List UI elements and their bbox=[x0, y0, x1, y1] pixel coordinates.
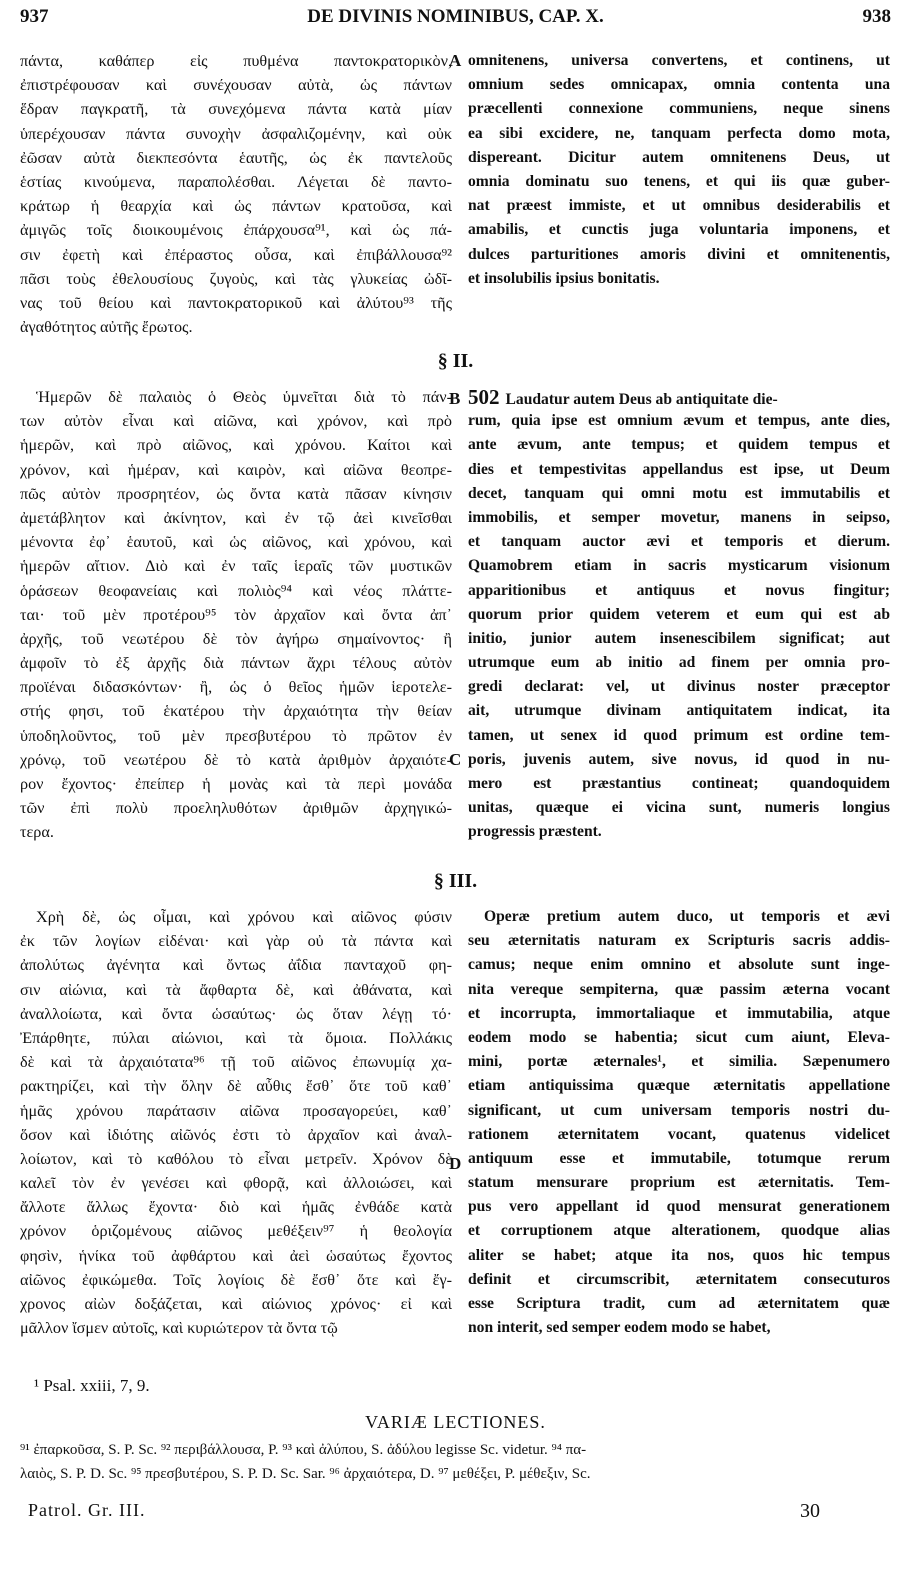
text-line: ea sibi excidere, ne, tanquam perfecta domo mota, bbox=[468, 124, 890, 142]
text-line: dies et tempestivitas appellandus est ipse, ut Deum bbox=[468, 460, 890, 478]
text-line: rationem æternitatem vocant, quatenus videlicet bbox=[468, 1125, 890, 1143]
text-line: τερα. bbox=[20, 823, 54, 842]
text-line: et tanquam auctor ævi et temporis et dierum. bbox=[468, 533, 890, 551]
text-line: Ἐπάρθητε, πύλαι αἰώνιοι, καὶ τὰ ὅμοια. Πολλάκις bbox=[20, 1028, 452, 1047]
variant-line: ⁹¹ ἐπαρκοῦσα, S. P. Sc. ⁹² περιβάλλουσα, P. ⁹³ καὶ ἀλύπου, S. ἀδύλου legisse Sc. videtur. ⁹⁴ πα- bbox=[20, 1442, 587, 1458]
text-line: dispereant. Dicitur autem omnitenens Deus, ut bbox=[468, 148, 890, 166]
text-line: ὑποδηλοῦντος, τοῦ μὲν πρεσβυτέρου τὸ πρῶτον ἐν bbox=[20, 726, 452, 745]
text-line: gredi declarat: vel, ut divinus noster præceptor bbox=[468, 678, 890, 696]
text-line: Operæ pretium autem duco, ut temporis et ævi bbox=[484, 908, 890, 925]
text-line: ait, utrumque divinam antiquitatem indicat, ita bbox=[468, 702, 890, 720]
text-line: φησὶν, ἡνίκα τοῦ ἀφθάρτου καὶ ἀεὶ ὡσαύτως ἔχοντος bbox=[20, 1246, 452, 1265]
text-line: eodem modo se habentia; sicut cum aiunt, Eleva- bbox=[468, 1028, 890, 1046]
section-heading-iii: § III. bbox=[433, 870, 478, 892]
greek-text-block-2 bbox=[20, 385, 452, 845]
text-line: μένοντα ἐφ᾿ ἑαυτοῦ, καὶ ὡς αἰῶνος, καὶ χρόνου, καὶ bbox=[20, 533, 452, 552]
text-line: χρόνον, καὶ ἡμέραν, καὶ καιρὸν, καὶ αἰῶνα θεοπρε- bbox=[20, 460, 452, 479]
text-line: ἀμφοῖν τὸ ἐξ ἀρχῆς διὰ πάντων ἄχρι τέλους αὐτὸν bbox=[20, 654, 452, 673]
text-line: non interit, sed semper eodem modo se habet, bbox=[468, 1319, 771, 1337]
text-line: ἀμετάβλητον καὶ ἀκίνητον, καὶ ἐν τῷ ἀεὶ κινεῖσθαι bbox=[20, 508, 452, 527]
text-line: quorum prior quidem veterem et eum qui est ab bbox=[468, 605, 890, 623]
text-line: χρόνον ὁριζομένους αἰῶνος μεθέξειν⁹⁷ ἡ θεολογία bbox=[20, 1222, 452, 1241]
text-line: ἀγαθότητος αὐτῆς ἔρωτος. bbox=[20, 318, 193, 337]
margin-mark-b: B bbox=[449, 389, 461, 408]
text-line: ἡμερῶν, καὶ πρὸ αἰῶνος, καὶ χρόνου. Καίτοι καὶ bbox=[20, 436, 452, 455]
text-line: etiam antiquissima quæque æternitatis appellatione bbox=[468, 1077, 890, 1095]
text-line: ἀπολύτως ἀγένητα καὶ ὄντως ἀΐδια πανταχοῦ φη- bbox=[20, 956, 452, 975]
text-line: ὅσον καὶ ἰδιότης αἰῶνός ἐστι τὸ ἀρχαῖον καὶ ἀναλ- bbox=[20, 1125, 452, 1144]
text-line: σιν αἰώνια, καὶ τὰ ἄφθαρτα δὲ, καὶ ἀθάνατα, καὶ bbox=[20, 980, 452, 999]
text-line: ἑστίας κινούμενα, παραπολέσθαι. Λέγεται δὲ παντο- bbox=[20, 172, 452, 191]
text-line: progressis præstent. bbox=[468, 823, 602, 841]
running-title: DE DIVINIS NOMINIBUS, CAP. X. bbox=[307, 6, 604, 27]
text-line: tamen, ut senex id quod primum est ordine tem- bbox=[468, 726, 890, 744]
text-line: πῶς αὐτὸν προσρητέον, ὡς ὄντα κατὰ πᾶσαν κίνησιν bbox=[20, 484, 452, 503]
text-line: χρόνῳ, τοῦ νεωτέρου δὲ τὸ κατὰ ἀριθμὸν ἀρχαιότε- bbox=[20, 750, 452, 769]
text-line: των αὐτὸν εἶναι καὶ αἰῶνα, καὶ χρόνον, καὶ πρὸ bbox=[20, 412, 452, 431]
variant-line: λαιὸς, S. P. D. Sc. ⁹⁵ πρεσβυτέρου, S. P. D. Sc. Sar. ⁹⁶ ἀρχαιότερα, D. ⁹⁷ μεθέξει, P. μέθεξιν, Sc. bbox=[20, 1466, 591, 1482]
text-line: ἡμᾶς χρόνου παράτασιν αἰῶνα προσαγορεύει, καθ᾿ bbox=[20, 1101, 452, 1120]
text-line: et insolubilis ipsius bonitatis. bbox=[468, 269, 660, 287]
text-line: καλεῖ τὸν ἐν γενέσει καὶ φθορᾷ, καὶ ἀλλοιώσει, καὶ bbox=[20, 1174, 452, 1193]
latin-text-block-1 bbox=[468, 49, 890, 291]
section-heading-ii: § II. bbox=[437, 350, 474, 372]
text-line: mero est præstantius contineat; quandoquidem bbox=[468, 775, 890, 792]
text-line: ἀμιγῶς τοῖς διοικουμένοις ἐπάρχουσα⁹¹, καὶ ὡς πά- bbox=[20, 221, 452, 240]
text-line: ἐῶσαν αὐτὰ διεκπεσόντα ἑαυτῆς, ὡς ἐκ παντελοῦς bbox=[20, 148, 452, 167]
text-line: decet, tanquam qui omni motu est immutabilis et bbox=[468, 484, 890, 502]
text-line: et incorrupta, immortaliaque et immutabilia, atque bbox=[468, 1004, 890, 1022]
text-line: κράτωρ ἡ θεαρχία καὶ ὡς πάντων κρατοῦσα, καὶ bbox=[20, 197, 452, 216]
text-line: amabilis, et cunctis juga voluntaria imponens, et bbox=[468, 221, 890, 239]
margin-mark-d: D bbox=[449, 1154, 462, 1173]
text-line: aliter se habet; atque ita nos, quos hic tempus bbox=[468, 1246, 890, 1264]
text-line: ἐπιστρέφουσαν καὶ συνέχουσαν αὐτὰ, ὡς πάντων bbox=[20, 76, 452, 95]
text-line: χρονος αἰὼν δοξάζεται, καὶ αἰώνιος χρόνος· εἰ καὶ bbox=[20, 1295, 452, 1313]
text-line: ὑπερέχουσαν πάντα συνοχὴν ἀσφαλιζομένην, καὶ οὐκ bbox=[20, 124, 452, 143]
greek-text-block-3 bbox=[20, 905, 452, 1340]
text-line: præcellenti connexione communiens, neque sinens bbox=[468, 100, 890, 118]
text-line: προϊέναι διδασκόντων· ἢ, ὡς ὁ θεῖος ἡμῶν ἱεροτελε- bbox=[20, 678, 452, 697]
patrologia-signature: Patrol. Gr. III. bbox=[28, 1500, 146, 1520]
text-line: omnia dominatu suo tenens, et qui iis quæ guber- bbox=[468, 172, 890, 190]
text-line: τῶν ἐπὶ πολὺ προεληλυθότων ἀριθμῶν ἀρχηγικώ- bbox=[20, 799, 452, 818]
text-line: poris, juvenis autem, sive novus, id quod in nu- bbox=[468, 750, 890, 768]
text-line: significant, ut cum universam temporis nostri du- bbox=[468, 1101, 890, 1119]
text-line bbox=[468, 385, 890, 409]
text-line: initio, junior autem insenescibilem significat; aut bbox=[468, 629, 890, 647]
text-line: σιν ἐφετὴ καὶ ἐπέραστος οὖσα, καὶ ἐπιβάλλουσα⁹² bbox=[20, 245, 452, 264]
right-page-number: 938 bbox=[862, 6, 891, 27]
signature-number: 30 bbox=[800, 1500, 820, 1522]
text-line: dulces parturitiones amoris divini et omnitenentis, bbox=[468, 245, 890, 263]
column-number: 502 bbox=[468, 385, 500, 409]
text-line: definit et circumscribit, æternitatem consecuturos bbox=[468, 1270, 890, 1288]
text-line: στής φησι, τοῦ ἑκατέρου τὴν ἀρχαιότητα τὴν θείαν bbox=[20, 702, 452, 721]
text-line: Quamobrem etiam in sacris mysticarum visionum bbox=[468, 557, 890, 575]
margin-mark-c: C bbox=[449, 750, 462, 769]
text-line: unitas, quæque ei vicina sunt, numeris longius bbox=[468, 799, 890, 817]
latin-text-block-3 bbox=[468, 905, 890, 1340]
text-line: immobilis, et semper movetur, manens in seipso, bbox=[468, 508, 890, 526]
footnote: ¹ Psal. xxiii, 7, 9. bbox=[34, 1376, 150, 1395]
text-line: camus; neque enim omnino et absolute sunt inge- bbox=[468, 956, 890, 974]
running-header bbox=[0, 0, 911, 40]
text-line: et corruptionem atque alterationem, quodque alias bbox=[468, 1222, 890, 1240]
text-line: λοίωτον, καὶ τὸ καθόλου τὸ εἶναι μετρεῖν. Χρόνον δὲ bbox=[20, 1149, 452, 1168]
text-line: πάντα, καθάπερ εἰς πυθμένα παντοκρατορικὸν, bbox=[20, 52, 452, 70]
text-line: πᾶσι τοὺς ἐθελουσίους ζυγοὺς, καὶ τὰς γλυκείας ὠδῖ- bbox=[20, 269, 452, 288]
left-page-number: 937 bbox=[20, 6, 49, 27]
variae-lectiones-title: VARIÆ LECTIONES. bbox=[365, 1412, 546, 1432]
text-line: δὲ καὶ τὰ ἀρχαιότατα⁹⁶ τῇ τοῦ αἰῶνος ἐπωνυμίᾳ χα- bbox=[20, 1053, 452, 1072]
text-line: omnium sedes omnicapax, omnia contenta una bbox=[468, 76, 890, 94]
margin-mark-a: A bbox=[449, 51, 462, 70]
text-line: ἀρχῆς, τοῦ νεωτέρου δὲ τὸν ἀγήρω σημαίνοντος· ἢ bbox=[20, 629, 452, 648]
text-line: ται· τοῦ μὲν προτέρου⁹⁵ τὸν ἀρχαῖον καὶ ὄντα ἀπ᾿ bbox=[20, 605, 452, 624]
text-line: ἕδραν παγκρατῆ, τὰ συνεχόμενα πάντα κατὰ μίαν bbox=[20, 100, 452, 119]
greek-text-block-1 bbox=[20, 49, 452, 339]
text-line: mini, portæ æternales¹, et similia. Sæpenumero bbox=[468, 1053, 890, 1071]
text-line: esse Scriptura tradit, cum ad æternitatem quæ bbox=[468, 1295, 890, 1312]
text-line: μᾶλλον ἴσμεν αὐτοῖς, καὶ κυριώτερον τὰ ὄντα τῷ bbox=[20, 1319, 338, 1338]
text-line: ἄλλοτε ἄλλως ἔχοντα· διὸ καὶ ἡμᾶς ἐνθάδε κατὰ bbox=[20, 1198, 452, 1217]
text-line: utrumque eum ab initio ad finem per omnia pro- bbox=[468, 654, 890, 672]
text-line-content: Laudatur autem Deus ab antiquitate die- bbox=[505, 391, 778, 408]
text-line: Χρὴ δὲ, ὡς οἶμαι, καὶ χρόνου καὶ αἰῶνος φύσιν bbox=[36, 908, 452, 926]
text-line: antiquum esse et immutabile, totumque rerum bbox=[468, 1149, 890, 1167]
text-line: ἀναλλοίωτα, καὶ ὄντα ὡσαύτως· ὡς ὅταν λέγῃ τό· bbox=[20, 1004, 452, 1023]
text-line: rum, quia ipse est omnium ævum et tempus, ante dies, bbox=[468, 412, 890, 430]
latin-text-block-2 bbox=[468, 385, 890, 845]
text-line: αἰῶνος ἐφικώμεθα. Τοῖς λογίοις δὲ ἔσθ᾿ ὅτε καὶ ἔγ- bbox=[20, 1270, 452, 1289]
text-line: nat præest immiste, et ut omnibus desiderabilis et bbox=[468, 197, 890, 215]
text-line: ρον ἔχοντος· ἐπείπερ ἡ μονὰς καὶ τὰ περὶ μονάδα bbox=[20, 775, 452, 793]
text-line: ἐκ τῶν λογίων εἰδέναι· καὶ γὰρ οὐ τὰ πάντα καὶ bbox=[20, 932, 452, 951]
text-line: ὁράσεων θεοφανείαις καὶ πολιὸς⁹⁴ καὶ νέος πλάττε- bbox=[20, 581, 452, 600]
text-line: pus vero appellant id quod mensurat generationem bbox=[468, 1198, 890, 1216]
text-line: ἡμερῶν αἴτιον. Διὸ καὶ ἐν ταῖς ἱεραῖς τῶν μυστικῶν bbox=[20, 557, 452, 576]
text-line: statum mensurare proprium est æternitatis. Tem- bbox=[468, 1174, 890, 1192]
text-line: νας τοῦ θείου καὶ παντοκρατορικοῦ καὶ ἀλύτου⁹³ τῆς bbox=[20, 293, 452, 312]
text-line: apparitionibus et antiquus et novus fingitur; bbox=[468, 581, 890, 599]
text-line: ante ævum, ante tempus; et quidem tempus et bbox=[468, 436, 890, 454]
text-line: ρακτηρίζει, καὶ τὴν ὅλην δὲ αὖθις ἔσθ᾿ ὅτε τοῦ καθ᾿ bbox=[20, 1077, 452, 1096]
text-line: nita vereque sempiterna, quæ passim æterna vocant bbox=[468, 980, 890, 998]
text-line: seu æternitatis naturam ex Scripturis sacris addis- bbox=[468, 932, 890, 950]
text-line: omnitenens, universa convertens, et continens, ut bbox=[468, 52, 890, 69]
text-line: Ἡμερῶν δὲ παλαιὸς ὁ Θεὸς ὑμνεῖται διὰ τὸ πάν- bbox=[36, 388, 452, 406]
